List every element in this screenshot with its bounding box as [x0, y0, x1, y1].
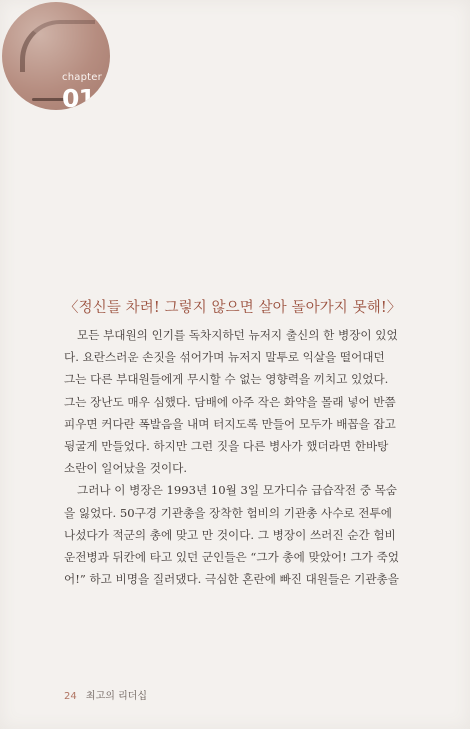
badge-photo-mark — [32, 98, 66, 101]
paragraph — [64, 479, 432, 590]
text-line: 소란이 일어났을 것이다. — [64, 461, 188, 476]
chapter-number: 01 — [62, 84, 95, 110]
text-line: 그는 장난도 매우 심했다. 담배에 아주 작은 화약을 몰래 넣어 반쯤 — [64, 394, 396, 409]
text-line: 그러나 이 병장은 1993년 10월 3일 모가디슈 급습작전 중 목숨 — [77, 483, 397, 498]
text-line: 모든 부대원의 인기를 독차지하던 뉴저지 출신의 한 병장이 있었 — [77, 328, 398, 342]
text-line: 다. 요란스러운 손짓을 섞어가며 뉴저지 말투로 익살을 떨어대던 — [64, 350, 385, 365]
text-line: 그는 다른 부대원들에게 무시할 수 없는 영향력을 끼치고 있었다. — [64, 372, 389, 387]
book-title: 최고의 리더십 — [85, 691, 148, 702]
section-heading: 〈정신들 차려! 그렇지 않으면 살아 돌아가지 못해!〉 — [64, 300, 402, 316]
text-line: 을 잃었다. 50구경 기관총을 장착한 험비의 기관총 사수로 전투에 — [64, 505, 392, 520]
text-line: 운전병과 뒤칸에 타고 있던 군인들은 “그가 총에 맞았어! 그가 죽었 — [64, 550, 399, 565]
text-line: 어!” 하고 비명을 질러댔다. 극심한 혼란에 빠진 대원들은 기관총을 — [64, 572, 399, 587]
paragraph — [64, 324, 432, 479]
chapter-label: chapter — [62, 72, 102, 83]
body-text — [64, 324, 432, 590]
page-number: 24 — [64, 691, 77, 702]
page-footer — [64, 687, 147, 702]
text-line: 피우면 커다란 폭발음을 내며 터지도록 만들어 모두가 배꼽을 잡고 — [64, 416, 396, 431]
text-line: 나섰다가 적군의 총에 맞고 만 것이다. 그 병장이 쓰러진 순간 험비 — [64, 527, 396, 542]
chapter-badge — [2, 2, 110, 110]
badge-photo-detail — [20, 20, 95, 72]
text-line: 뒹굴게 만들었다. 하지만 그런 짓을 다른 병사가 했더라면 한바탕 — [64, 439, 389, 454]
